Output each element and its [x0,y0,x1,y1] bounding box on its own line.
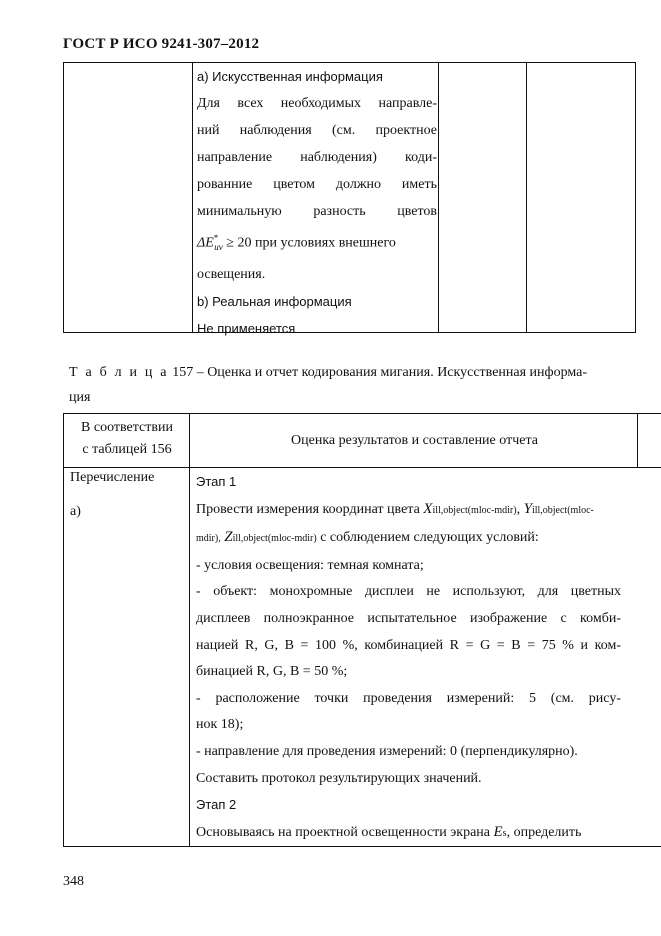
es-symbol: E [493,823,503,840]
text: , определить [506,824,582,840]
condition-line: - условия освещения: темная комната; [196,557,424,573]
condition-line: - направление для проведения измерений: 0 (перпендикулярно). [196,743,578,759]
enumeration-label: Перечисление [70,470,155,485]
stage-1-heading: Этап 1 [196,474,237,489]
y-subscript-cont: mdir), [196,533,221,545]
delta-e-superscript: * [213,233,219,243]
table-divider [438,63,439,332]
caption-text-continued: ция [69,390,91,405]
condition-line: - объект: монохромные дисплеи не используют, для цветных [196,584,621,600]
text: Провести измерения координат цвета [196,501,424,517]
document-header: ГОСТ Р ИСО 9241-307–2012 [63,36,260,52]
measurement-line: Провести измерения координат цвета Xill,object(mloc-mdir), Yill,object(mloc- [196,500,594,517]
y-subscript: ill,object(mloc- [531,504,594,516]
es-subscript: s [502,827,507,839]
x-subscript: ill,object(mloc-mdir) [432,504,517,516]
stage-2-heading: Этап 2 [196,797,237,813]
delta-e-condition: ≥ 20 при условиях внешнего [222,235,396,251]
illuminance-line [196,819,621,848]
item-a-heading: а) Искусственная информация [197,69,383,84]
table-caption [69,360,629,410]
text: с соблюдением следующих условий: [316,530,539,546]
condition-line: нок 18); [196,717,244,733]
condition-line: - расположение точки проведения измерений: 5 (см. рису- [196,690,621,706]
text-line: освещения. [197,267,266,283]
evaluation-table [63,413,661,847]
item-b-heading: b) Реальная информация [197,294,352,310]
delta-e-line [197,225,437,261]
text: Основываясь на проектной освещенности экрана [196,824,494,840]
z-subscript: ill,object(mloc-mdir) [232,533,317,545]
evaluation-procedure [196,469,621,847]
condition-line: бинацией R, G, B = 50 %; [196,664,348,680]
delta-e-subscript: uv [214,242,223,253]
caption-label: Т а б л и ц а [69,365,169,380]
condition-line: дисплеев полноэкранное испытательное изображение с комби- [196,610,621,626]
x-symbol: X [423,500,433,517]
text-line: направление наблюдения) коди- [197,150,437,165]
protocol-line: Составить протокол результирующих значений. [196,770,482,786]
caption-number: 157 [172,365,194,380]
item-b-text: Не применяется [197,321,296,337]
requirement-text [197,63,437,342]
condition-line: нацией R, G, B = 100 %, комбинацией R = G = B = 75 % и ком- [196,637,621,653]
header-evaluation-column: Оценка результатов и составление отчета [291,433,538,448]
z-symbol: Z [224,529,233,546]
text-line: рованние цветом должно иметь [197,177,437,192]
header-text: В соответствии [81,420,173,435]
caption-text: – Оценка и отчет кодирования мигания. Искусственная информа- [193,365,588,380]
page-number: 348 [63,874,84,889]
header-reference-column [64,414,190,468]
table-divider [526,63,527,332]
measurement-line [196,524,621,553]
text-line: Для всех необходимых направле- [197,96,437,111]
continued-table [63,62,636,337]
text-line: минимальную разность цветов [197,204,437,219]
text-line: ний наблюдения (см. проектное [197,123,437,138]
table-divider [192,63,193,332]
y-symbol: Y [523,500,532,517]
header-text: с таблицей 156 [82,442,172,457]
delta-e-symbol: ΔE [197,235,214,251]
table-divider [189,414,190,846]
enumeration-item: а) [70,504,81,519]
